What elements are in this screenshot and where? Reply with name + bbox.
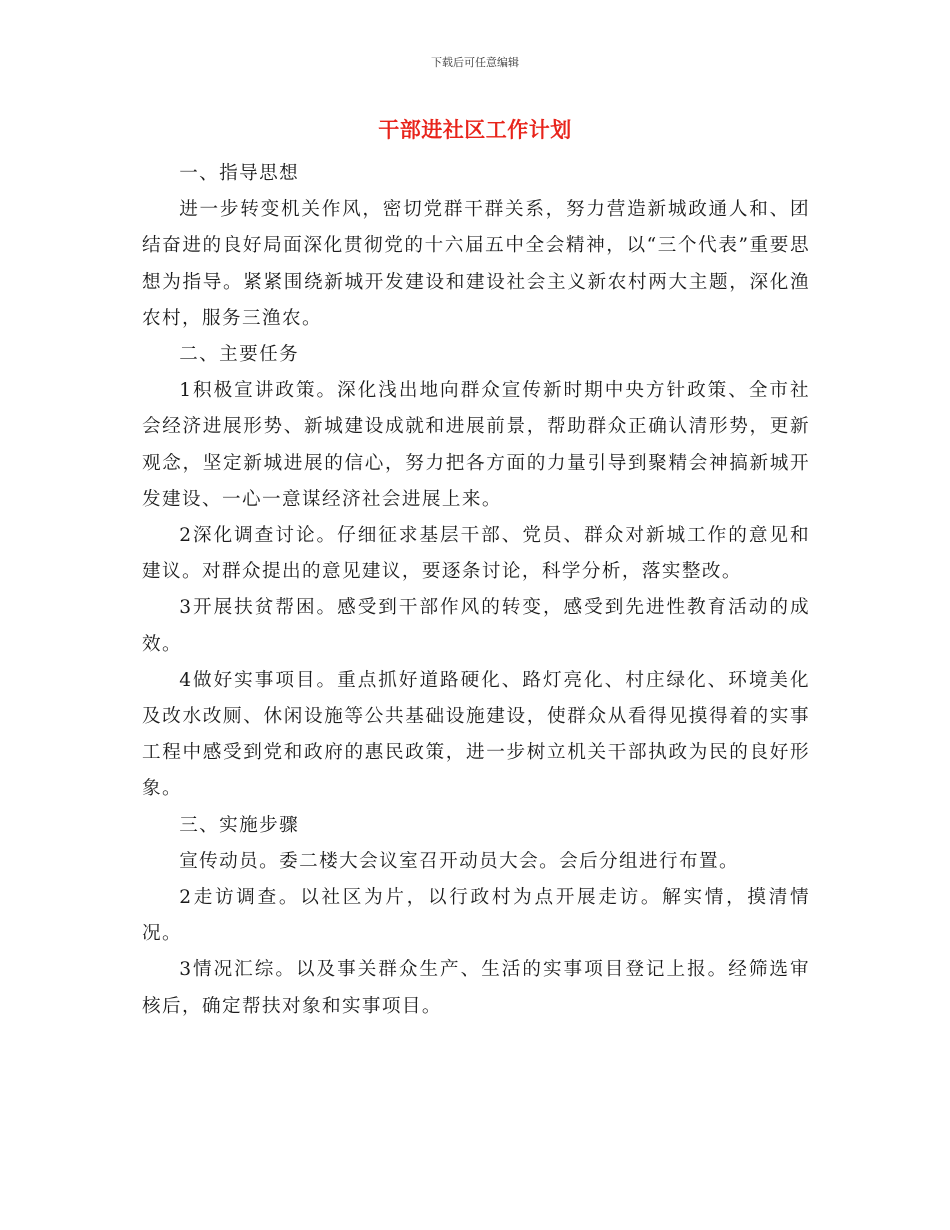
document-body xyxy=(142,156,810,1025)
paragraph-step-3: 3情况汇综。以及事关群众生产、生活的实事项目登记上报。经筛选审核后，确定帮扶对象和实事项目。 xyxy=(142,959,810,1017)
paragraph-task-2: 2深化调查讨论。仔细征求基层干部、党员、群众对新城工作的意见和建议。对群众提出的意见建议，要逐条讨论，科学分析，落实整改。 xyxy=(142,525,810,583)
paragraph-task-4: 4做好实事项目。重点抓好道路硬化、路灯亮化、村庄绿化、环境美化及改水改厕、休闲设施等公共基础设施建设，使群众从看得见摸得着的实事工程中感受到党和政府的惠民政策，进一步树立机关干部执政为民的良好形象。 xyxy=(142,669,810,800)
header-note: 下载后可任意编辑 xyxy=(431,56,519,69)
paragraph-step-2: 2走访调查。以社区为片，以行政村为点开展走访。解实情，摸清情况。 xyxy=(142,887,810,945)
paragraph-task-3: 3开展扶贫帮困。感受到干部作风的转变，感受到先进性教育活动的成效。 xyxy=(142,597,810,655)
section-heading-implementation-steps: 三、实施步骤 xyxy=(179,814,300,836)
section-heading-main-tasks: 二、主要任务 xyxy=(179,344,300,366)
paragraph-step-1: 宣传动员。委二楼大会议室召开动员大会。会后分组进行布置。 xyxy=(179,850,740,872)
document-title: 干部进社区工作计划 xyxy=(378,118,572,142)
paragraph-task-1: 1积极宣讲政策。深化浅出地向群众宣传新时期中央方针政策、全市社会经济进展形势、新城建设成就和进展前景，帮助群众正确认清形势，更新观念，坚定新城进展的信心，努力把各方面的力量引导到聚精会神搞新城开发建设、一心一意谋经济社会进展上来。 xyxy=(142,380,810,510)
paragraph-guiding-ideology: 进一步转变机关作风，密切党群干群关系，努力营造新城政通人和、团结奋进的良好局面深化贯彻党的十六届五中全会精神，以“三个代表”重要思想为指导。紧紧围绕新城开发建设和建设社会主义新农村两大主题，深化渔农村，服务三渔农。 xyxy=(142,199,810,329)
section-heading-guiding-ideology: 一、指导思想 xyxy=(179,163,300,184)
